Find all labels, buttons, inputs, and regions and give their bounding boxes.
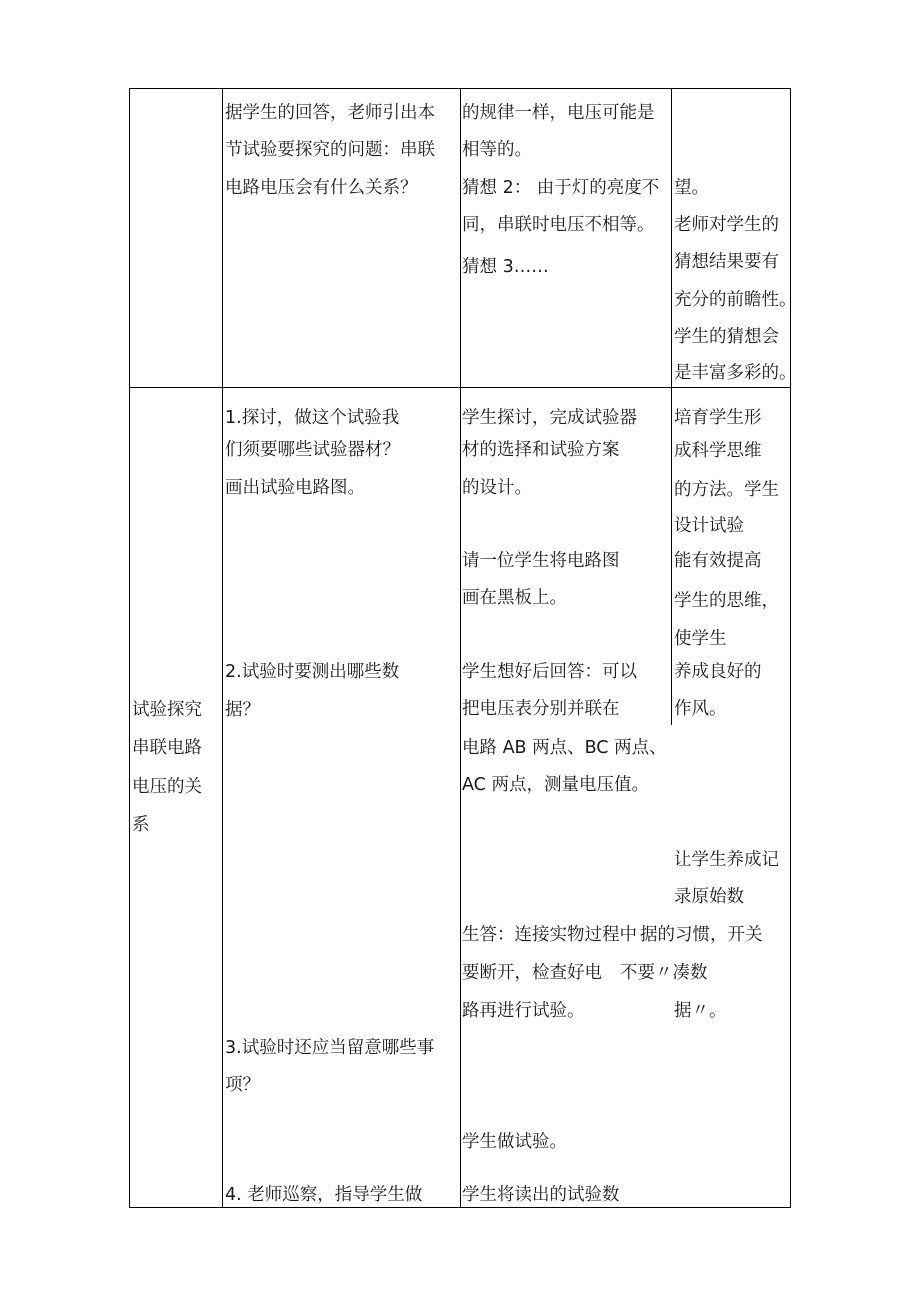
purpose-1-line: 作风。 bbox=[674, 699, 727, 719]
answer-2-line: 电路 AB 两点、BC 两点、 bbox=[462, 738, 667, 758]
purpose-1-line: 学生的思维， bbox=[674, 591, 779, 611]
row1-col3-line: 猜想 2： 由于灯的亮度不 bbox=[462, 178, 660, 198]
row1-col3-line: 同，串联时电压不相等。 bbox=[462, 215, 655, 235]
row1-col2-line: 节试验要探究的问题：串联 bbox=[225, 140, 435, 160]
answer-1-line: 学生探讨，完成试验器 bbox=[462, 408, 637, 428]
row1-col3-line: 猜想 3…… bbox=[462, 257, 549, 277]
question-2-line: 2.试验时要测出哪些数 bbox=[225, 662, 400, 682]
question-1-line: 画出试验电路图。 bbox=[225, 478, 365, 498]
row1-col4-line: 老师对学生的 bbox=[674, 215, 779, 235]
purpose-2-line: 录原始数 bbox=[674, 887, 744, 907]
row1-col4-line: 是丰富多彩的。 bbox=[674, 363, 797, 383]
col-border-left bbox=[129, 88, 130, 1208]
purpose-2-tail-line: 不要〃凑数 bbox=[620, 963, 708, 983]
purpose-1-line: 能有效提高 bbox=[674, 551, 762, 571]
answer-3-line: 生答：连接实物过程中 bbox=[462, 925, 637, 945]
answer-3-line: 要断开，检查好电 bbox=[462, 963, 602, 983]
answer-1-line: 材的选择和试验方案 bbox=[462, 440, 620, 460]
answer-2-line: 把电压表分别并联在 bbox=[462, 699, 620, 719]
purpose-1-line: 的方法。学生 bbox=[674, 480, 779, 500]
answer-3-line: 路再进行试验。 bbox=[462, 1001, 585, 1021]
row2-col1-line: 串联电路 bbox=[132, 738, 202, 758]
row1-col4-line: 猜想结果要有 bbox=[674, 252, 779, 272]
row2-col1-line: 试验探究 bbox=[132, 700, 202, 720]
answer-1-line: 的设计。 bbox=[462, 478, 532, 498]
row1-col4-line: 学生的猜想会 bbox=[674, 327, 779, 347]
row1-col4-line: 充分的前瞻性。 bbox=[674, 290, 797, 310]
col-border-2 bbox=[460, 88, 461, 1208]
row2-col1-line: 电压的关 bbox=[132, 777, 202, 797]
purpose-1-line: 使学生 bbox=[674, 629, 727, 649]
answer-2-line: 学生想好后回答：可以 bbox=[462, 662, 637, 682]
question-4-line: 4. 老师巡察，指导学生做 bbox=[225, 1185, 423, 1205]
question-1-line: 1.探讨，做这个试验我 bbox=[225, 408, 400, 428]
answer-5-line: 学生将读出的试验数 bbox=[462, 1185, 620, 1205]
col-border-3a bbox=[671, 88, 672, 387]
question-3-line: 3.试验时还应当留意哪些事 bbox=[225, 1038, 435, 1058]
answer-1b-line: 请一位学生将电路图 bbox=[462, 551, 620, 571]
purpose-1-line: 设计试验 bbox=[674, 516, 744, 536]
row1-col4-line: 望。 bbox=[674, 178, 709, 198]
question-3-line: 项？ bbox=[225, 1075, 260, 1095]
answer-2-line: AC 两点，测量电压值。 bbox=[462, 775, 649, 795]
answer-4-line: 学生做试验。 bbox=[462, 1132, 567, 1152]
col-border-3b bbox=[671, 387, 672, 725]
purpose-1-line: 成科学思维 bbox=[674, 441, 762, 461]
purpose-2-line: 让学生养成记 bbox=[674, 850, 779, 870]
answer-1b-line: 画在黑板上。 bbox=[462, 588, 567, 608]
purpose-2-tail-line: 据〃。 bbox=[674, 1001, 727, 1021]
row1-col2-line: 据学生的回答，老师引出本 bbox=[225, 103, 435, 123]
col-border-1 bbox=[222, 88, 223, 1208]
row1-col3-line: 的规律一样，电压可能是 bbox=[462, 103, 655, 123]
row1-col2-line: 电路电压会有什么关系？ bbox=[225, 178, 418, 198]
purpose-2-tail-line: 据的习惯，开关 bbox=[640, 925, 763, 945]
purpose-1-line: 养成良好的 bbox=[674, 662, 762, 682]
purpose-1-line: 培育学生形 bbox=[674, 408, 762, 428]
row2-col1-line: 系 bbox=[132, 815, 150, 835]
col-border-right bbox=[790, 88, 791, 1208]
question-1-line: 们须要哪些试验器材？ bbox=[225, 440, 400, 460]
row1-col3-line: 相等的。 bbox=[462, 140, 532, 160]
question-2-line: 据？ bbox=[225, 700, 260, 720]
